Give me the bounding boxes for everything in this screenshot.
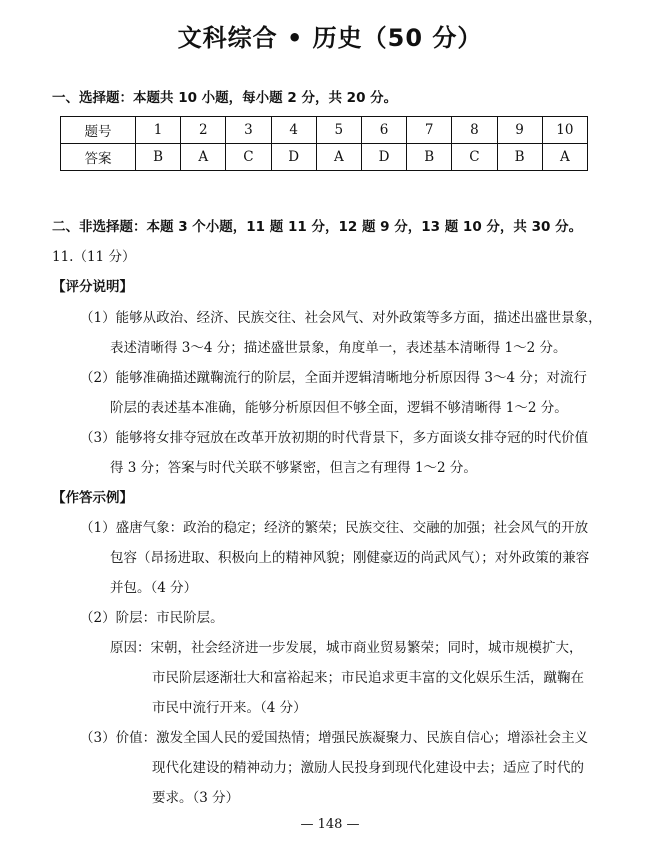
scoring-item-1-line-2: 表述清晰得 3～4 分；描述盛世景象，角度单一，表述基本清晰得 1～2 分。 (110, 340, 567, 356)
answer-cell: D (271, 144, 316, 171)
answer-cell: D (361, 144, 406, 171)
page-number: — 148 — (300, 817, 360, 832)
example-1-line-2: 包容（昂扬进取、积极向上的精神风貌；刚健豪迈的尚武风气）；对外政策的兼容 (110, 550, 590, 566)
row-label-number: 题号 (61, 117, 136, 144)
scoring-item-1-line-1: （1）能够从政治、经济、民族交往、社会风气、对外政策等多方面，描述出盛世景象， (80, 310, 602, 326)
scoring-item-2-line-1: （2）能够准确描述蹴鞠流行的阶层，全面并逻辑清晰地分析原因得 3～4 分；对流行 (80, 370, 587, 386)
answer-cell: A (181, 144, 226, 171)
example-1-line-3: 并包。（4 分） (110, 580, 198, 596)
example-1-line-1: （1）盛唐气象：政治的稳定；经济的繁荣；民族交往、交融的加强；社会风气的开放 (80, 520, 589, 536)
scoring-label: 【评分说明】 (52, 279, 133, 295)
scoring-item-3-line-2: 得 3 分；答案与时代关联不够紧密，但言之有理得 1～2 分。 (110, 460, 477, 476)
question-11-label: 11.（11 分） (52, 249, 136, 265)
example-3-line-1: （3）价值：激发全国人民的爱国热情；增强民族凝聚力、民族自信心；增添社会主义 (80, 730, 589, 746)
question-number: 4 (271, 117, 316, 144)
answer-cell: B (136, 144, 181, 171)
table-row-answers (61, 144, 588, 171)
answer-cell: C (226, 144, 271, 171)
example-3-line-3: 要求。（3 分） (152, 790, 240, 806)
question-number: 1 (136, 117, 181, 144)
answer-table (60, 116, 588, 171)
question-number: 6 (361, 117, 406, 144)
scoring-item-3-line-1: （3）能够将女排夺冠放在改革开放初期的时代背景下，多方面谈女排夺冠的时代价值 (80, 430, 589, 446)
example-2-line-3: 市民阶层逐渐壮大和富裕起来；市民追求更丰富的文化娱乐生活，蹴鞠在 (152, 670, 584, 686)
question-number: 10 (542, 117, 587, 144)
question-number: 5 (316, 117, 361, 144)
example-3-line-2: 现代化建设的精神动力；激励人民投身到现代化建设中去；适应了时代的 (152, 760, 584, 776)
question-number: 3 (226, 117, 271, 144)
section1-heading: 一、选择题：本题共 10 小题，每小题 2 分，共 20 分。 (52, 90, 398, 106)
table-row-numbers (61, 117, 588, 144)
question-number: 8 (452, 117, 497, 144)
answer-cell: C (452, 144, 497, 171)
answer-cell: A (542, 144, 587, 171)
question-number: 9 (497, 117, 542, 144)
example-2-line-2: 原因：宋朝，社会经济进一步发展，城市商业贸易繁荣；同时，城市规模扩大， (110, 640, 583, 656)
page-title: 文科综合 • 历史（50 分） (177, 24, 483, 52)
scoring-item-2-line-2: 阶层的表述基本准确，能够分析原因但不够全面，逻辑不够清晰得 1～2 分。 (110, 400, 568, 416)
example-2-line-1: （2）阶层：市民阶层。 (80, 610, 224, 626)
answer-cell: B (407, 144, 452, 171)
section2-heading: 二、非选择题：本题 3 个小题，11 题 11 分，12 题 9 分，13 题 10 分，共 30 分。 (52, 219, 583, 235)
example-2-line-4: 市民中流行开来。（4 分） (152, 700, 307, 716)
row-label-answer: 答案 (61, 144, 136, 171)
example-label: 【作答示例】 (52, 490, 133, 506)
answer-cell: A (316, 144, 361, 171)
answer-cell: B (497, 144, 542, 171)
question-number: 7 (407, 117, 452, 144)
question-number: 2 (181, 117, 226, 144)
